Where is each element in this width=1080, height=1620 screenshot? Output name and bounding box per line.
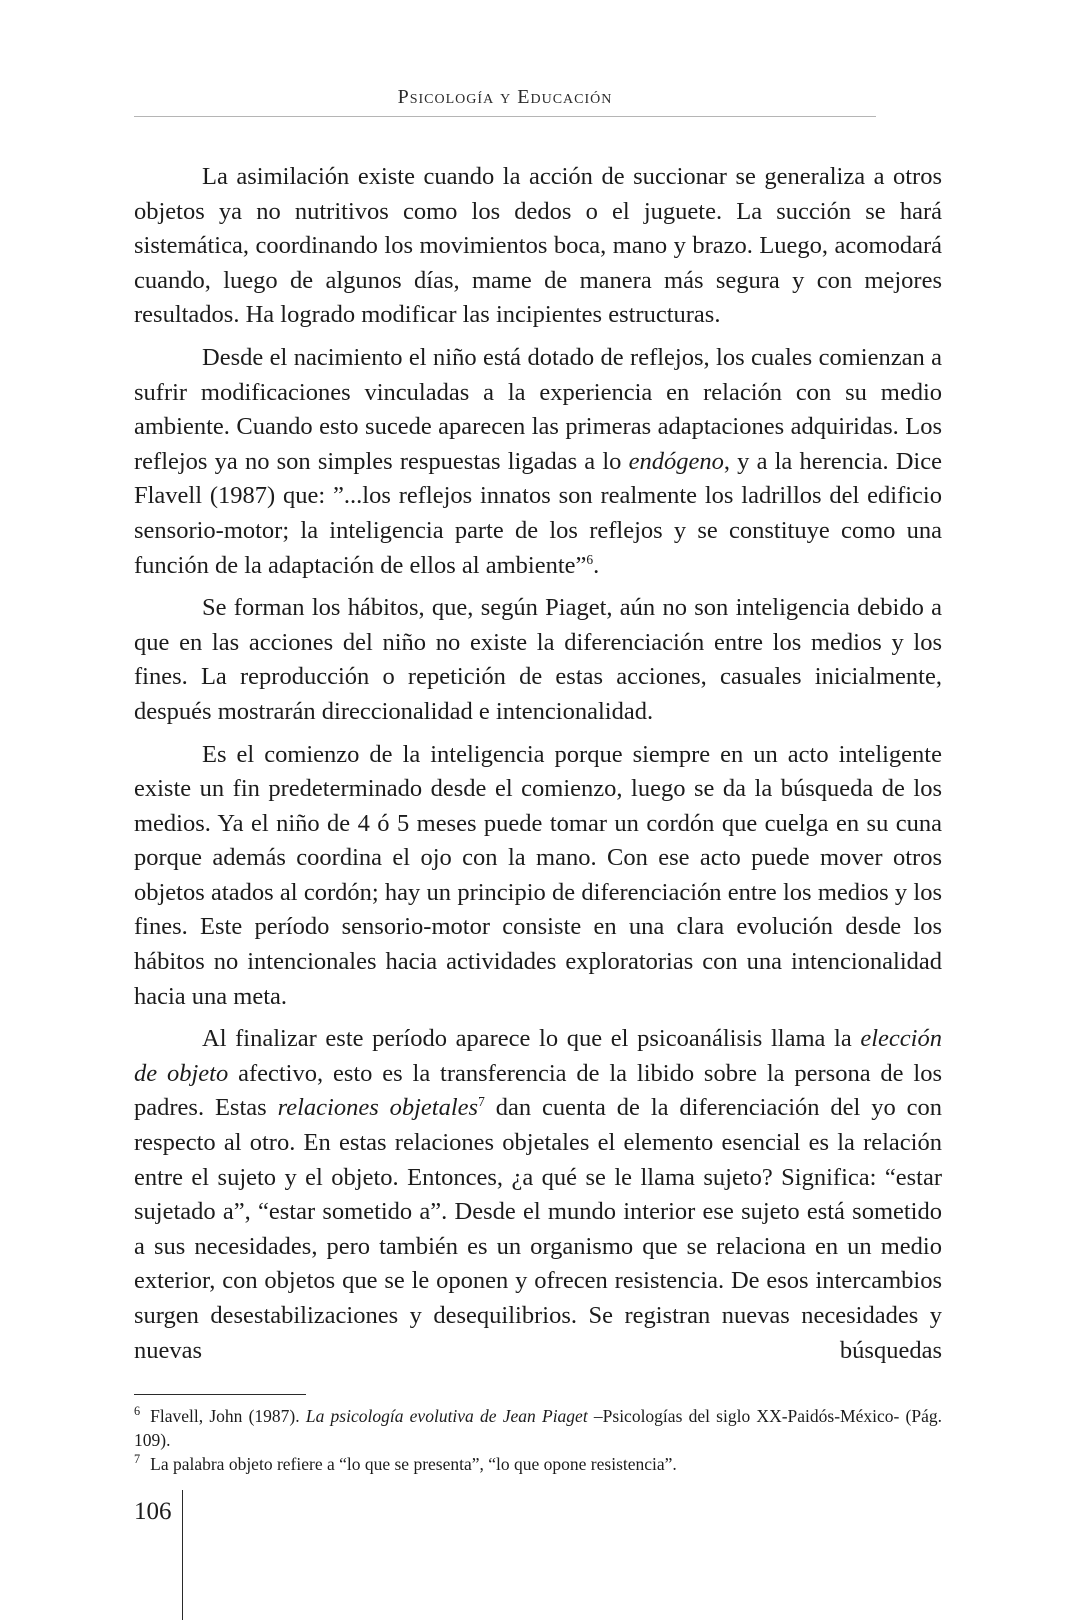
paragraph-5-emphasis-2: relaciones objetales <box>277 1094 479 1122</box>
page-number: 106 <box>134 1498 172 1525</box>
paragraph-5 <box>134 1022 942 1368</box>
footnote-divider <box>134 1394 306 1395</box>
paragraph-5-text-c: dan cuenta de la diferenciación del yo con respecto al otro. En estas relaciones objetales el elemento esencial es la relación entre el sujeto y el objeto. Entonces, ¿a qué se le llama sujeto? Significa: “estar sujetado a”, “estar sometido a”. Desde el mundo interior ese sujeto está sometido a sus necesidades, pero también es un organismo que se relaciona en un medio exterior, con objetos que se le oponen y ofrecen resistencia. De esos intercambios surgen desestabilizaciones y desequilibrios. Se registran nuevas necesidades y nuevas búsquedas <box>134 1094 942 1364</box>
paragraph-5-text-b: afectivo, esto es la transferencia de la libido sobre la persona de los padres. Estas <box>134 1059 942 1122</box>
footnote-6-text-b: –Psicologías del siglo XX-Paidós-México- (Pág. 109). <box>134 1406 942 1450</box>
footnote-ref-7[interactable]: 7 <box>478 1094 485 1110</box>
header-divider <box>134 116 876 117</box>
footnote-7-text: La palabra objeto refiere a “lo que se presenta”, “lo que opone resistencia”. <box>150 1454 677 1474</box>
footnote-6-text-a: Flavell, John (1987). <box>150 1406 306 1426</box>
footnote-ref-6[interactable]: 6 <box>586 551 594 567</box>
footnote-6 <box>134 1404 942 1452</box>
footnote-7 <box>134 1452 942 1476</box>
paragraph-1: La asimilación existe cuando la acción de succionar se generaliza a otros objetos ya no nutritivos como los dedos o el juguete. La succión se hará sistemática, coordinando los movimientos boca, mano y brazo. Luego, acomodará cuando, luego de algunos días, mame de manera más segura y con mejores resultados. Ha logrado modificar las incipientes estructuras. <box>134 163 942 329</box>
paragraph-2 <box>134 341 942 583</box>
footnote-6-number: 6 <box>134 1404 141 1419</box>
paragraph-2-text-b: , y a la herencia. Dice Flavell (1987) que: ”...los reflejos innatos son realmente los ladrillos del edificio sensorio-motor; la inteligencia parte de los reflejos y se constituye como una función de la adaptación de ellos al ambiente” <box>134 447 942 579</box>
running-header: Psicología y Educación <box>397 86 613 108</box>
paragraph-2-text-c: . <box>593 551 600 579</box>
footnote-7-number: 7 <box>134 1452 141 1467</box>
page-number-rule <box>182 1490 183 1620</box>
paragraph-3: Se forman los hábitos, que, según Piaget, aún no son inteligencia debido a que en las acciones del niño no existe la diferenciación entre los medios y los fines. La reproducción o repetición de estas acciones, casuales inicialmente, después mostrarán direccionalidad e intencionalidad. <box>134 594 942 725</box>
paragraph-4: Es el comienzo de la inteligencia porque siempre en un acto inteligente existe un fin predeterminado desde el comienzo, luego se da la búsqueda de los medios. Ya el niño de 4 ó 5 meses puede tomar un cordón que cuelga en su cuna porque además coordina el ojo con la mano. Con ese acto puede mover otros objetos atados al cordón; hay un principio de diferenciación entre los medios y los fines. Este período sensorio-motor consiste en una clara evolución desde los hábitos no intencionales hacia actividades exploratorias con una intencionalidad hacia una meta. <box>134 740 942 1010</box>
paragraph-2-text-a: Desde el nacimiento el niño está dotado de reflejos, los cuales comienzan a sufrir modificaciones vinculadas a la experiencia en relación con su medio ambiente. Cuando esto sucede aparecen las primeras adaptaciones adquiridas. Los reflejos ya no son simples respuestas ligadas a lo <box>134 343 942 475</box>
paragraph-2-emphasis: endógeno <box>628 447 724 475</box>
footnote-6-book-title: La psicología evolutiva de Jean Piaget <box>305 1406 588 1426</box>
paragraph-5-emphasis-1: elección de objeto <box>134 1025 942 1087</box>
footnotes <box>134 1404 942 1476</box>
paragraph-5-text-a: Al finalizar este período aparece lo que el psicoanálisis llama la <box>202 1025 861 1053</box>
main-text <box>134 160 942 1376</box>
